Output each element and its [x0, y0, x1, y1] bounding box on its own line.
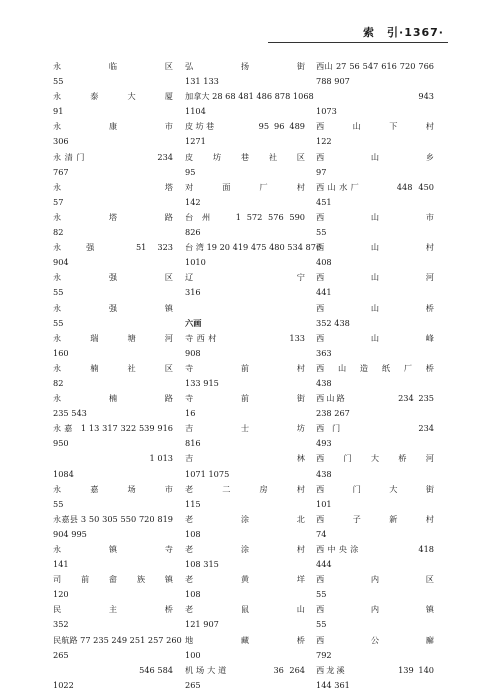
index-line: 机场大道 36 264 — [185, 664, 305, 675]
index-line: 74 — [316, 528, 327, 539]
index-line: 1084 — [53, 468, 74, 479]
index-line: 55 — [53, 498, 64, 509]
index-line — [185, 301, 305, 316]
index-line: 台 州 1 572 576 590 — [185, 211, 305, 222]
index-line: 133 915 — [185, 377, 219, 388]
index-line: 永 嘉 场 市 — [53, 483, 173, 494]
index-line: 西 山 市 — [316, 211, 434, 222]
index-line: 永 康 市 — [53, 121, 173, 132]
index-line: 永 楠 社 区 — [53, 362, 173, 373]
index-line: 826 — [185, 227, 201, 238]
section-heading: 六画 — [185, 317, 202, 328]
index-line: 950 — [53, 438, 69, 449]
index-line: 108 — [185, 528, 201, 539]
index-line: 永 泰 大 厦 — [53, 91, 173, 102]
index-line: 西 门 234 — [316, 423, 434, 434]
index-line: 546 584 — [139, 664, 173, 675]
index-line: 316 — [185, 287, 201, 298]
index-line: 441 — [316, 287, 332, 298]
index-line: 永 强 区 — [53, 272, 173, 283]
index-line: 97 — [316, 166, 327, 177]
index-line: 408 — [316, 257, 332, 268]
index-line: 辽 宁 — [185, 272, 305, 283]
index-line: 352 — [53, 619, 69, 630]
index-line: 西 门 大 街 — [316, 483, 434, 494]
index-line: 西 公 廨 — [316, 634, 434, 645]
index-line: 438 — [316, 468, 332, 479]
index-line: 永 楠 路 — [53, 393, 173, 404]
index-line: 西 山 下 村 — [316, 121, 434, 132]
index-line: 108 315 — [185, 559, 219, 570]
index-line: 1104 — [185, 106, 206, 117]
index-line: 西 子 新 村 — [316, 513, 434, 524]
index-line: 永 镇 寺 — [53, 544, 173, 554]
index-line: 95 — [185, 166, 196, 177]
index-line: 100 — [185, 649, 201, 660]
index-line: 1071 1075 — [185, 468, 230, 479]
index-line: 1010 — [185, 257, 206, 268]
index-line: 永 塔 — [53, 181, 173, 192]
index-line: 西 山 河 — [316, 272, 434, 283]
index-line: 115 — [185, 498, 201, 509]
index-line: 352 438 — [316, 317, 350, 328]
index-line: 55 — [53, 317, 64, 328]
index-line: 民 主 桥 — [53, 604, 173, 615]
index-line: 西 内 镇 — [316, 604, 434, 615]
index-line: 451 — [316, 196, 332, 207]
index-line: 吉 林 — [185, 453, 305, 464]
index-line: 121 907 — [185, 619, 219, 630]
index-line: 弘 扬 街 — [185, 61, 305, 71]
index-line: 144 361 — [316, 679, 350, 690]
index-line: 西山路 234 235 — [316, 393, 434, 404]
index-line: 1 013 — [149, 453, 173, 464]
index-line: 永 嘉 1 13 317 322 539 916 — [53, 423, 173, 434]
index-line: 司 前 畲 族 镇 — [53, 574, 173, 585]
index-line: 民航路 77 235 249 251 257 260 — [53, 634, 182, 645]
index-line: 寺 前 街 — [185, 393, 305, 404]
index-line: 老 二 房 村 — [185, 483, 305, 494]
header-label: 索 引·1367· — [363, 26, 444, 39]
index-line: 对 面 厂 村 — [185, 181, 305, 192]
index-line: 皮坊巷 95 96 489 — [185, 121, 305, 132]
index-line: 792 — [316, 649, 332, 660]
index-line: 108 — [185, 589, 201, 600]
index-line: 永 强 51 323 — [53, 242, 173, 253]
index-column-1 — [53, 59, 182, 693]
index-line: 西 山 造 纸 厂 桥 — [316, 362, 434, 373]
index-line: 235 543 — [53, 408, 87, 419]
index-line: 265 — [53, 649, 69, 660]
index-line: 1022 — [53, 679, 74, 690]
index-line: 西山 27 56 547 616 720 766 — [316, 61, 434, 71]
index-line: 永清门 234 — [53, 151, 173, 162]
index-line: 寺 前 村 — [185, 362, 305, 373]
index-line: 57 — [53, 196, 64, 207]
index-line: 55 — [316, 227, 327, 238]
index-line: 265 — [185, 679, 201, 690]
index-line: 438 — [316, 377, 332, 388]
index-line: 西 山 乡 — [316, 151, 434, 162]
index-line: 904 995 — [53, 528, 87, 539]
index-line: 皮 坊 巷 社 区 — [185, 151, 305, 162]
index-line: 160 — [53, 347, 69, 358]
index-line: 444 — [316, 559, 332, 570]
index-line: 82 — [53, 377, 64, 388]
index-column-3 — [316, 59, 434, 693]
index-line: 91 — [53, 106, 64, 117]
index-line: 363 — [316, 347, 332, 358]
index-line: 台 湾 19 20 419 475 480 534 876 — [185, 242, 322, 253]
index-line: 1271 — [185, 136, 206, 147]
index-line: 地 藏 桥 — [185, 634, 305, 645]
index-line: 西龙溪 139 140 — [316, 664, 434, 675]
index-line: 永嘉县 3 50 305 550 720 819 — [53, 513, 173, 524]
index-line: 816 — [185, 438, 201, 449]
index-line: 西 山 桥 — [316, 302, 434, 313]
index-line: 904 — [53, 257, 69, 268]
index-line: 55 — [316, 589, 327, 600]
index-line: 永 强 镇 — [53, 302, 173, 313]
index-line: 55 — [53, 287, 64, 298]
index-line: 101 — [316, 498, 332, 509]
index-line: 西 山 村 — [316, 242, 434, 253]
index-line: 西 内 区 — [316, 574, 434, 585]
index-line: 141 — [53, 559, 69, 570]
index-line: 122 — [316, 136, 332, 147]
index-line: 永 临 区 — [53, 61, 173, 71]
index-line: 永 塔 路 — [53, 211, 173, 222]
index-line: 55 — [316, 619, 327, 630]
index-line: 老 涂 村 — [185, 544, 305, 554]
index-line: 老 黄 垟 — [185, 574, 305, 585]
index-line: 1073 — [316, 106, 337, 117]
index-line: 908 — [185, 347, 201, 358]
index-line: 788 907 — [316, 76, 350, 87]
index-line: 西 门 大 桥 河 — [316, 453, 434, 464]
index-line: 306 — [53, 136, 69, 147]
index-line: 943 — [418, 91, 434, 102]
index-line: 西山水厂 448 450 — [316, 181, 434, 192]
index-line: 加拿大 28 68 481 486 878 1068 — [185, 91, 314, 102]
index-line: 131 133 — [185, 76, 219, 87]
running-header — [268, 20, 448, 43]
index-line: 西 山 峰 — [316, 332, 434, 343]
index-line: 老 鼠 山 — [185, 604, 305, 615]
index-line: 767 — [53, 166, 69, 177]
index-line: 238 267 — [316, 408, 350, 419]
index-line: 82 — [53, 227, 64, 238]
index-line: 16 — [185, 408, 196, 419]
index-line: 120 — [53, 589, 69, 600]
index-line: 493 — [316, 438, 332, 449]
index-line: 永 瑞 塘 河 — [53, 332, 173, 343]
index-line: 寺西村 133 — [185, 332, 305, 343]
index-line: 55 — [53, 76, 64, 87]
index-line: 吉 士 坊 — [185, 423, 305, 434]
index-line: 西中央涂 418 — [316, 544, 434, 554]
index-line: 142 — [185, 196, 201, 207]
index-line: 老 涂 北 — [185, 513, 305, 524]
